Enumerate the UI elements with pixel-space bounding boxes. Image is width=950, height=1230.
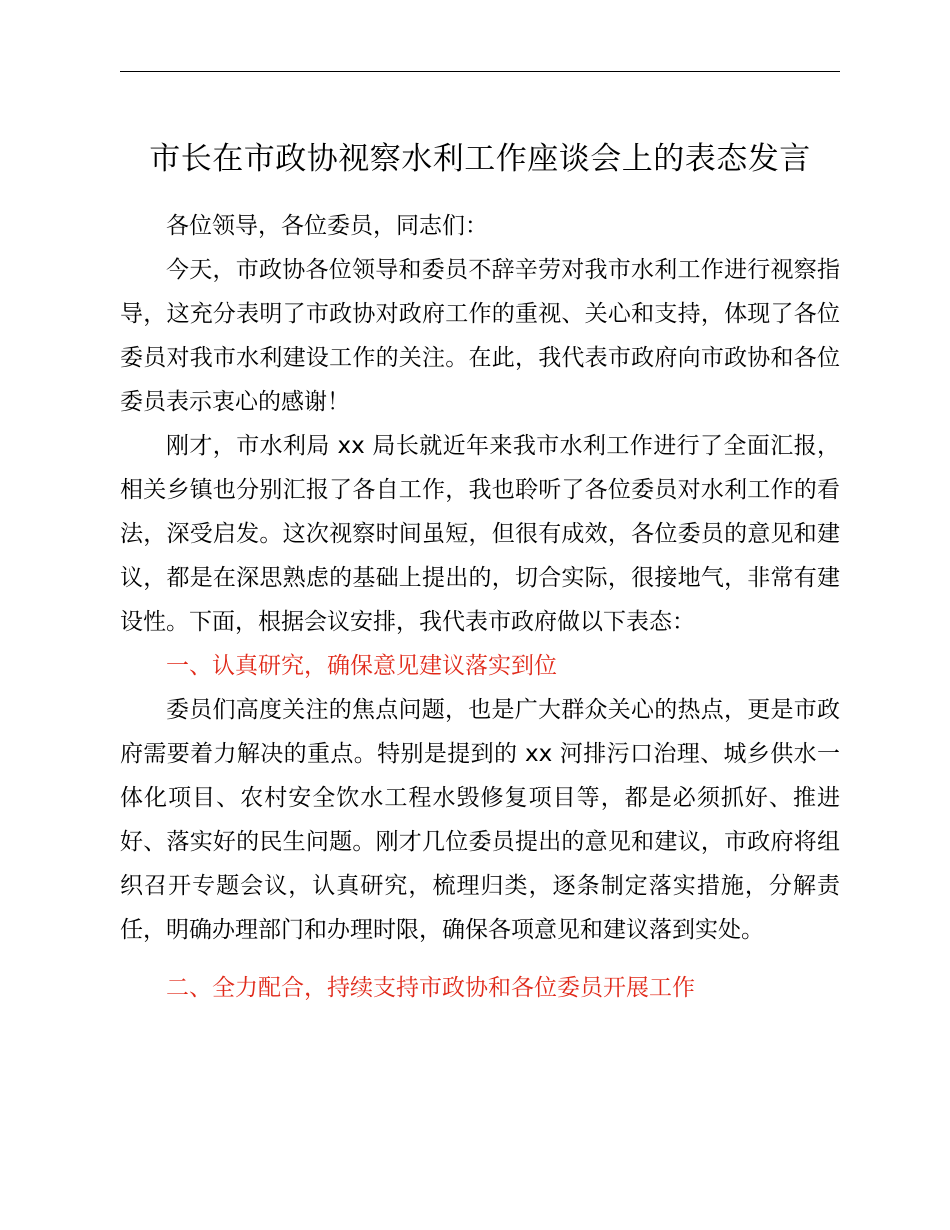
document-body xyxy=(120,204,840,1010)
paragraph-intro: 今天，市政协各位领导和委员不辞辛劳对我市水利工作进行视察指导，这充分表明了市政协对政府工作的重视、关心和支持，体现了各位委员对我市水利建设工作的关注。在此，我代表市政府向市政协和各位委员表示衷心的感谢！ xyxy=(120,257,840,415)
paragraph-report: 刚才，市水利局 xx 局长就近年来我市水利工作进行了全面汇报，相关乡镇也分别汇报了各自工作，我也聆听了各位委员对水利工作的看法，深受启发。这次视察时间虽短，但很有成效，各位委员的意见和建议，都是在深思熟虑的基础上提出的，切合实际，很接地气，非常有建设性。下面，根据会议安排，我代表市政府做以下表态： xyxy=(120,433,840,635)
salutation: 各位领导，各位委员，同志们： xyxy=(166,213,488,239)
header-rule xyxy=(120,71,840,72)
section-1-body: 委员们高度关注的焦点问题，也是广大群众关心的热点，更是市政府需要着力解决的重点。特别是提到的 xx 河排污口治理、城乡供水一体化项目、农村安全饮水工程水毁修复项目等，都是必须抓好、推进好、落实好的民生问题。刚才几位委员提出的意见和建议，市政府将组织召开专题会议，认真研究，梳理归类，逐条制定落实措施，分解责任，明确办理部门和办理时限，确保各项意见和建议落到实处。 xyxy=(120,697,840,943)
section-2-heading: 二、全力配合，持续支持市政协和各位委员开展工作 xyxy=(166,975,695,1001)
document-title: 市长在市政协视察水利工作座谈会上的表态发言 xyxy=(149,141,811,177)
section-1-heading: 一、认真研究，确保意见建议落实到位 xyxy=(166,653,557,679)
